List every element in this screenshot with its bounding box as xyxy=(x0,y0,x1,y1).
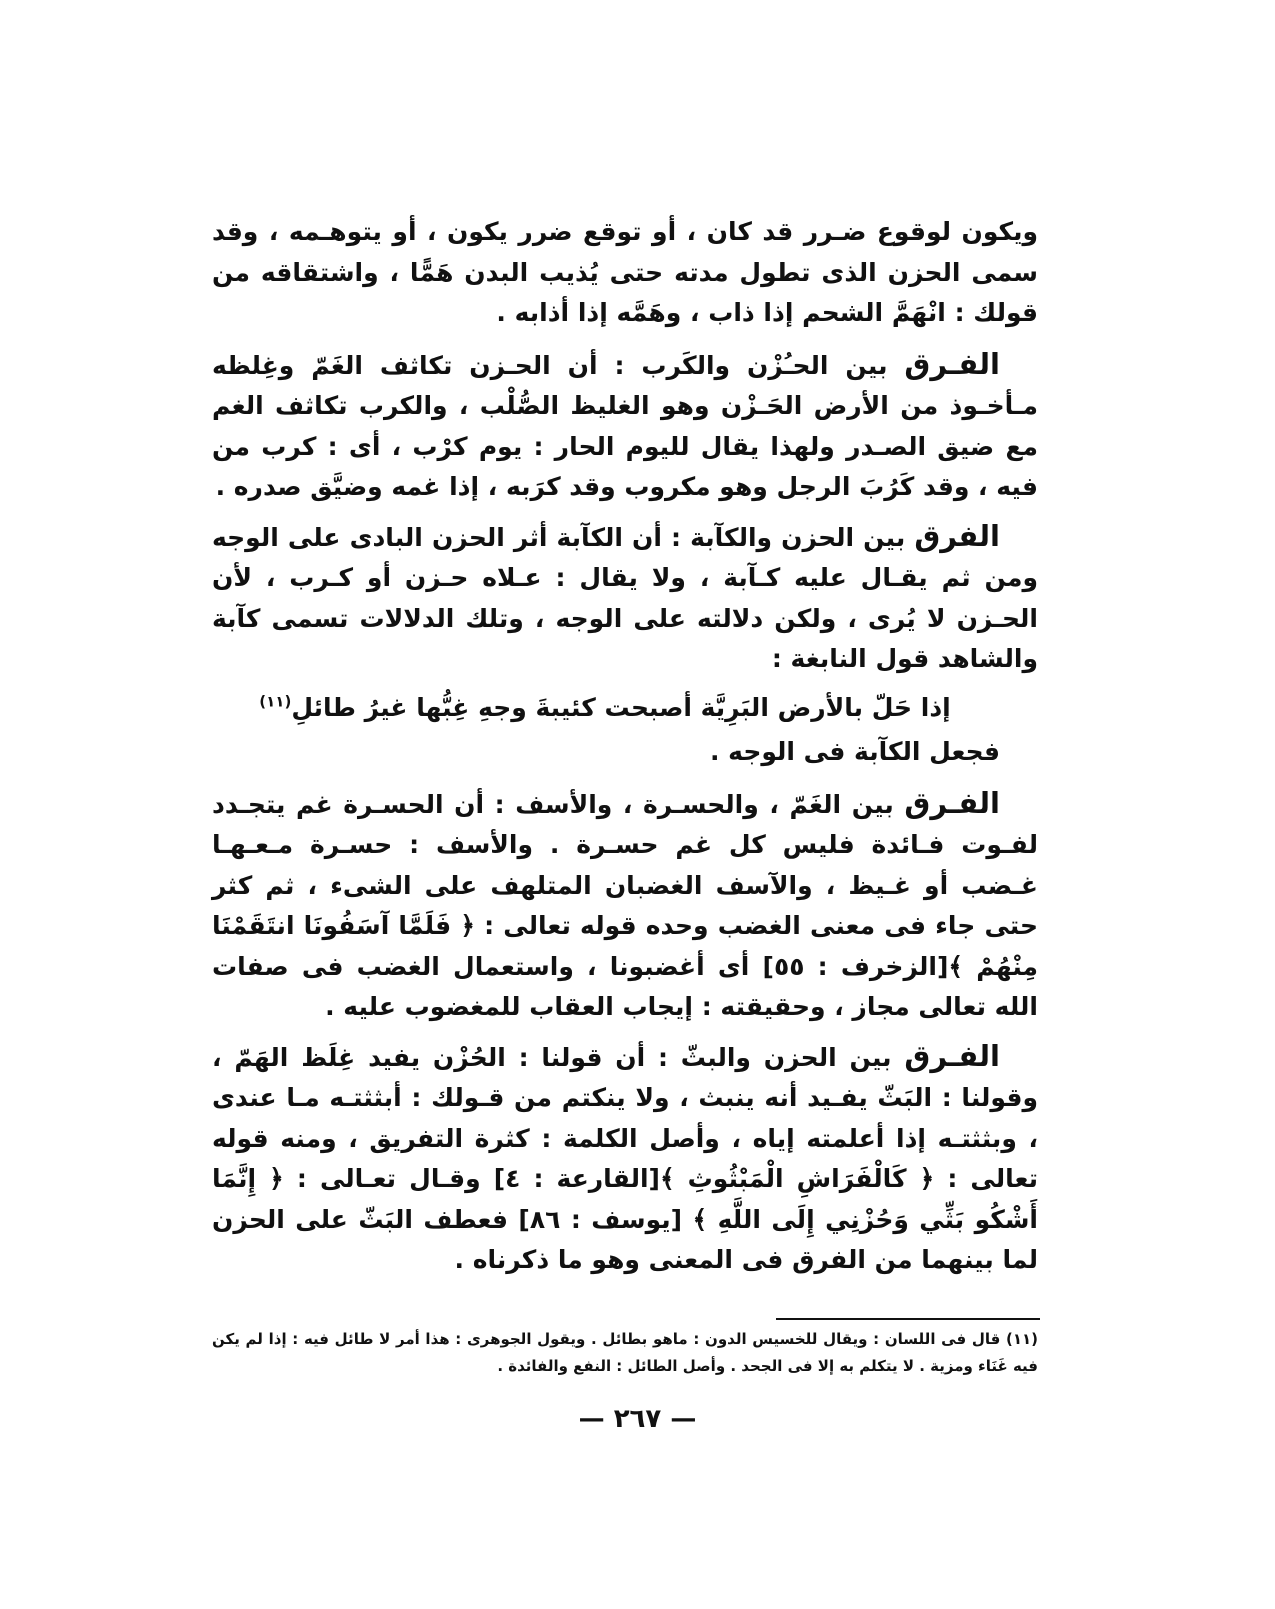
footnote xyxy=(212,1326,1038,1380)
paragraph-huzn-kaaba xyxy=(212,516,1038,680)
main-text xyxy=(212,212,1038,1289)
verse-commentary xyxy=(212,732,1038,773)
section-heading: الفرق xyxy=(914,518,1000,553)
footnote-divider xyxy=(776,1318,1040,1320)
paragraph-huzn-karb xyxy=(212,344,1038,508)
paragraph-text: فجعل الكآبة فى الوجه . xyxy=(709,737,1000,766)
paragraph-text: ويكون لوقوع ضـرر قد كان ، أو توقع ضرر يكون ، أو يتوهـمه ، وقد سمى الحزن الذى تطول مدته حتى يُذيب البدن هَمًّا ، واشتقاقه من قولك : انْهَمَّ الشحم إذا ذاب ، وهَمَّه إذا أذابه . xyxy=(212,217,1038,327)
verse-text: إذا حَلّ بالأرض البَرِيَّة أصبحت كئيبةَ وجهِ غِبُّها غيرُ طائلِ xyxy=(291,692,951,722)
paragraph-text: بين الحزن والبثّ : أن قولنا : الحُزْن يفيد غِلَظ الهَمّ ، وقولنا : البَثّ يفـيد أنه ينبث ، ولا ينكتم من قـولك : أبثثتـه مـا عندى ، وبثثتـه إذا أعلمته إياه ، وأصل الكلمة : كثرة التفريق ، ومنه قوله تعالى : ﴿ كَالْفَرَاشِ الْمَبْثُوثِ ﴾[القارعة : ٤] وقـال تعـالى : ﴿ إِنَّمَا أَشْكُو بَثِّي وَحُزْنِي إِلَى اللَّهِ ﴾ [يوسف : ٨٦] فعطف البَثّ على الحزن لما بينهما من الفرق فى المعنى وهو ما ذكرناه . xyxy=(212,1042,1038,1274)
paragraph-text: بين الحزن والكآبة : أن الكآبة أثر الحزن البادى على الوجه ومن ثم يقـال عليه كـآبة ، ولا يقال : عـلاه حـزن أو كـرب ، لأن الحـزن لا يُرى ، ولكن دلالته على الوجه ، وتلك الدلالات تسمى كآبة والشاهد قول النابغة : xyxy=(212,522,1038,673)
poetry-verse xyxy=(212,688,998,729)
paragraph-intro xyxy=(212,212,1038,334)
footnote-text: (١١) قال فى اللسان : ويقال للخسيس الدون : ماهو بطائل . ويقول الجوهرى : هذا أمر لا طائل فيه : إذا لم يكن فيه غَنَاء ومزية . لا يتكلم به إلا فى الجحد . وأصل الطائل : النفع والفائدة . xyxy=(212,1330,1038,1375)
page-number: — ٢٦٧ — xyxy=(578,1404,697,1434)
paragraph-text: بين الغَمّ ، والحسـرة ، والأسف : أن الحسـرة غم يتجـدد لفـوت فـائدة فليس كل غم حسـرة . والأسف : حسـرة مـعـهـا غـضب أو غـيظ ، والآسف الغضبان المتلهف على الشىء ، ثم كثر حتى جاء فى معنى الغضب وحده قوله تعالى : ﴿ فَلَمَّا آسَفُونَا انتَقَمْنَا مِنْهُمْ ﴾[الزخرف : ٥٥] أى أغضبونا ، واستعمال الغضب فى صفات الله تعالى مجاز ، وحقيقته : إيجاب العقاب للمغضوب عليه . xyxy=(212,789,1039,1021)
section-heading: الفـرق xyxy=(904,346,1000,381)
paragraph-ghamm-hasra xyxy=(212,783,1038,1028)
paragraph-text: بين الحـُزْن والكَرب : أن الحـزن تكاثف الغَمّ وغِلظه مـأخـوذ من الأرض الحَـزْن وهو الغليظ الصُّلْب ، والكرب تكاثف الغم مع ضيق الصـدر ولهذا يقال لليوم الحار : يوم كرْب ، أى : كرب من فيه ، وقد كَرُبَ الرجل وهو مكروب وقد كرَبه ، إذا غمه وضيَّق صدره . xyxy=(212,350,1038,501)
section-heading: الفـرق xyxy=(904,1038,1000,1073)
paragraph-huzn-bathth xyxy=(212,1036,1038,1281)
footnote-reference[interactable]: (١١) xyxy=(259,692,292,711)
section-heading: الفـرق xyxy=(904,785,1000,820)
